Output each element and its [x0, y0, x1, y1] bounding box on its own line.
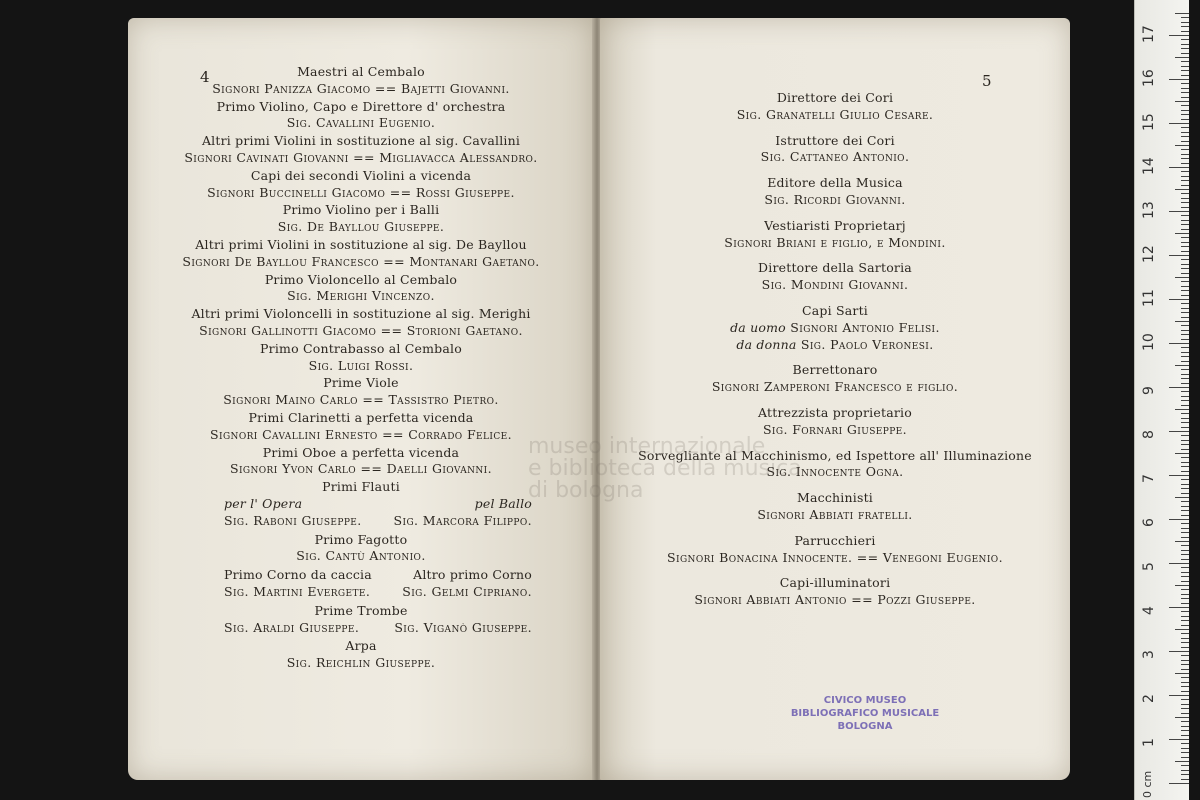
personnel-name: Sig. Cavallini Eugenio.	[286, 115, 436, 131]
ruler-tick	[1181, 53, 1189, 54]
ruler-tick	[1175, 13, 1189, 14]
ruler-tick	[1181, 440, 1189, 441]
ruler-tick	[1169, 563, 1189, 564]
ruler-tick	[1175, 233, 1189, 234]
ruler-tick	[1175, 321, 1189, 322]
page-number-left: 4	[200, 68, 210, 86]
flauti-names-cell: Sig. Raboni Giuseppe.	[224, 512, 362, 528]
ruler-tick	[1181, 141, 1189, 142]
role-heading: Primi Clarinetti a perfetta vicenda	[248, 409, 474, 425]
flauti-names	[128, 513, 594, 530]
ruler-tick	[1181, 308, 1189, 309]
personnel-name: Signori Abbiati Antonio == Pozzi Giuseppe.	[694, 592, 976, 608]
role-heading: Altri primi Violini in sostituzione al sig. De Bayllou	[195, 236, 527, 252]
stamp-line: CIVICO MUSEO	[823, 695, 907, 706]
ruler-tick	[1181, 193, 1189, 194]
spacer	[600, 566, 1070, 575]
corno-titles-cell: Altro primo Corno	[413, 567, 532, 583]
ruler-tick	[1181, 110, 1189, 111]
ruler-tick	[1181, 295, 1189, 296]
ruler-tick	[1169, 167, 1189, 168]
ruler-label: 17	[1141, 25, 1157, 43]
role-heading: Maestri al Cembalo	[297, 64, 425, 79]
trombe-names	[128, 620, 594, 637]
watermark-line: di bologna	[528, 478, 644, 503]
ruler-tick	[1181, 347, 1189, 348]
ruler-tick	[1181, 594, 1189, 595]
ruler-tick	[1181, 290, 1189, 291]
ruler-tick	[1181, 647, 1189, 648]
ruler-tick	[1181, 559, 1189, 560]
ruler-tick	[1175, 145, 1189, 146]
personnel-name: Signori Zamperoni Francesco e figlio.	[711, 379, 959, 395]
ruler-tick	[1181, 303, 1189, 304]
ruler-tick	[1181, 620, 1189, 621]
ruler-tick	[1181, 598, 1189, 599]
role-heading: Capi-illuminatori	[779, 575, 891, 591]
personnel-name: Sig. Luigi Rossi.	[308, 357, 414, 373]
ruler-tick	[1181, 70, 1189, 71]
ruler-tick	[1181, 180, 1189, 181]
role-heading: Macchinisti	[797, 490, 873, 506]
ruler-tick	[1181, 510, 1189, 511]
ruler-tick	[1181, 664, 1189, 665]
role-heading: Primo Violino per i Balli	[282, 202, 440, 218]
ruler-tick	[1181, 427, 1189, 428]
ruler-tick	[1181, 581, 1189, 582]
ruler-tick	[1181, 523, 1189, 524]
flauti-labels-cell: pel Ballo	[474, 495, 532, 511]
spacer	[600, 166, 1070, 175]
ruler-tick	[1175, 497, 1189, 498]
ruler-label: 11	[1141, 289, 1157, 307]
ruler-tick	[1181, 603, 1189, 604]
ruler-tick	[1181, 171, 1189, 172]
ruler-tick	[1169, 783, 1189, 784]
personnel-name: Signori Bonacina Innocente. == Venegoni Eugenio.	[667, 549, 1003, 565]
role-heading: Attrezzista proprietario	[758, 404, 912, 420]
ruler-tick	[1181, 119, 1189, 120]
ruler-tick	[1181, 22, 1189, 23]
ruler-tick	[1181, 317, 1189, 318]
ruler-label: 14	[1141, 157, 1157, 175]
ruler-tick	[1175, 541, 1189, 542]
ruler-tick	[1169, 79, 1189, 80]
ruler-tick	[1181, 660, 1189, 661]
ruler-tick	[1181, 506, 1189, 507]
ruler-tick	[1181, 132, 1189, 133]
ruler-tick	[1169, 651, 1189, 652]
personnel-name: Signori Cavinati Giovanni == Migliavacca Alessandro.	[184, 149, 538, 165]
ruler-tick	[1181, 127, 1189, 128]
ruler-tick	[1181, 259, 1189, 260]
ruler-tick	[1181, 136, 1189, 137]
personnel-name: Sig. Merighi Vincenzo.	[287, 288, 435, 304]
ruler-tick	[1181, 149, 1189, 150]
corno-names	[128, 584, 594, 601]
role-heading: Prime Trombe	[314, 602, 408, 618]
spacer	[600, 124, 1070, 133]
ruler-tick	[1181, 625, 1189, 626]
personnel-name: Sig. Cattaneo Antonio.	[760, 149, 910, 165]
ruler-tick	[1181, 457, 1189, 458]
ruler-tick	[1169, 35, 1189, 36]
ruler-tick	[1181, 207, 1189, 208]
spacer	[600, 209, 1070, 218]
ruler-tick	[1181, 325, 1189, 326]
ruler-tick	[1181, 779, 1189, 780]
ruler-tick	[1181, 114, 1189, 115]
ruler-tick	[1181, 242, 1189, 243]
ruler-tick	[1181, 770, 1189, 771]
personnel-name: Sig. De Bayllou Giuseppe.	[277, 219, 445, 235]
ruler-tick	[1181, 374, 1189, 375]
ruler-tick	[1181, 48, 1189, 49]
ruler-tick	[1169, 519, 1189, 520]
ruler-tick	[1181, 224, 1189, 225]
ruler-tick	[1181, 567, 1189, 568]
ruler-tick	[1181, 444, 1189, 445]
ruler-tick	[1181, 655, 1189, 656]
ruler-tick	[1181, 158, 1189, 159]
ruler-tick	[1181, 405, 1189, 406]
stamp-line: BOLOGNA	[837, 721, 893, 732]
ruler-tick	[1181, 611, 1189, 612]
right-page	[600, 18, 1070, 780]
ruler-tick	[1181, 220, 1189, 221]
role-heading: Primi Oboe a perfetta vicenda	[262, 444, 460, 460]
spacer	[600, 609, 1070, 618]
sarti-name: Signori Antonio Felisi.	[785, 319, 940, 335]
stamp-line: BIBLIOGRAFICO MUSICALE	[790, 708, 940, 719]
personnel-name: Signori De Bayllou Francesco == Montanari Gaetano.	[182, 253, 540, 269]
ruler-tick	[1181, 435, 1189, 436]
ruler-tick	[1181, 418, 1189, 419]
ruler-tick	[1181, 774, 1189, 775]
ruler-tick	[1181, 229, 1189, 230]
ruler-tick	[1181, 589, 1189, 590]
ruler-tick	[1181, 554, 1189, 555]
ruler-tick	[1181, 765, 1189, 766]
spacer	[600, 353, 1070, 362]
ruler-tick	[1181, 75, 1189, 76]
personnel-name: Signori Abbiati fratelli.	[757, 506, 913, 522]
ruler-tick	[1181, 466, 1189, 467]
left-page	[128, 18, 594, 780]
ruler-tick	[1175, 673, 1189, 674]
role-heading: Direttore della Sartoria	[758, 260, 912, 276]
ruler-tick	[1181, 616, 1189, 617]
corno-titles-cell: Primo Corno da caccia	[224, 567, 372, 583]
role-heading: Primo Fagotto	[314, 531, 408, 547]
ruler-tick	[1181, 237, 1189, 238]
ruler-tick	[1181, 422, 1189, 423]
ruler-tick	[1181, 369, 1189, 370]
sarti-label: da donna	[736, 336, 797, 352]
ruler-tick	[1181, 88, 1189, 89]
ruler-tick	[1181, 537, 1189, 538]
personnel-name: Signori Maino Carlo == Tassistro Pietro.	[223, 392, 499, 408]
ruler-tick	[1181, 550, 1189, 551]
ruler-tick	[1181, 198, 1189, 199]
ruler-tick	[1169, 607, 1189, 608]
ruler-tick	[1181, 334, 1189, 335]
ruler-tick	[1181, 281, 1189, 282]
ruler-tick	[1169, 431, 1189, 432]
ruler-tick	[1175, 585, 1189, 586]
ruler-tick	[1175, 761, 1189, 762]
ruler-tick	[1181, 383, 1189, 384]
ruler-tick	[1181, 61, 1189, 62]
role-heading: Sorvegliante al Macchinismo, ed Ispettore all' Illuminazione	[638, 447, 1032, 463]
ruler-unit: 0 cm	[1141, 770, 1154, 798]
role-heading: Editore della Musica	[767, 175, 903, 191]
ruler-tick	[1181, 449, 1189, 450]
sarti-line	[600, 337, 1070, 354]
ruler-tick	[1169, 123, 1189, 124]
personnel-name: Sig. Reichlin Giuseppe.	[286, 655, 436, 671]
ruler-tick	[1181, 638, 1189, 639]
ruler-label: 3	[1141, 650, 1157, 659]
ruler-label: 7	[1141, 474, 1157, 483]
ruler-tick	[1181, 163, 1189, 164]
role-heading: Altri primi Violoncelli in sostituzione al sig. Merighi	[191, 306, 531, 322]
spacer	[600, 396, 1070, 405]
ruler-label: 5	[1141, 562, 1157, 571]
ruler-tick	[1181, 682, 1189, 683]
ruler-tick	[1181, 83, 1189, 84]
ruler-label: 16	[1141, 69, 1157, 87]
flauti-labels-cell: per l' Opera	[224, 495, 303, 511]
measurement-ruler	[1134, 0, 1189, 800]
corno-names-cell: Sig. Gelmi Cipriano.	[402, 583, 532, 599]
role-heading: Berrettonaro	[792, 362, 878, 378]
ruler-tick	[1181, 484, 1189, 485]
ruler-tick	[1181, 726, 1189, 727]
personnel-name: Sig. Innocente Ogna.	[766, 464, 904, 480]
ruler-tick	[1181, 44, 1189, 45]
personnel-name: Sig. Fornari Giuseppe.	[762, 421, 908, 437]
ruler-tick	[1181, 730, 1189, 731]
ruler-tick	[1181, 31, 1189, 32]
ruler-tick	[1181, 757, 1189, 758]
ruler-tick	[1175, 629, 1189, 630]
ruler-label: 4	[1141, 606, 1157, 615]
role-heading: Arpa	[345, 638, 377, 654]
ruler-tick	[1181, 708, 1189, 709]
ruler-tick	[1181, 66, 1189, 67]
right-page-text	[600, 90, 1070, 618]
ruler-tick	[1181, 545, 1189, 546]
ruler-tick	[1181, 154, 1189, 155]
ruler-tick	[1181, 515, 1189, 516]
ruler-tick	[1181, 528, 1189, 529]
spacer	[600, 294, 1070, 303]
personnel-name: Sig. Ricordi Giovanni.	[764, 191, 906, 207]
ruler-tick	[1181, 748, 1189, 749]
ruler-label: 6	[1141, 518, 1157, 527]
watermark-line: e biblioteca della musica	[528, 456, 802, 481]
ruler-tick	[1181, 264, 1189, 265]
personnel-name: Signori Panizza Giacomo == Bajetti Giovanni.	[212, 80, 510, 96]
ruler-tick	[1181, 378, 1189, 379]
ruler-tick	[1181, 501, 1189, 502]
sarti-line	[600, 320, 1070, 337]
personnel-name: Sig. Granatelli Giulio Cesare.	[736, 106, 934, 122]
spacer	[600, 251, 1070, 260]
role-heading: Capi dei secondi Violini a vicenda	[250, 167, 472, 183]
sarti-name: Sig. Paolo Veronesi.	[796, 336, 934, 352]
ruler-tick	[1181, 396, 1189, 397]
ruler-label: 13	[1141, 201, 1157, 219]
ruler-tick	[1175, 57, 1189, 58]
ruler-tick	[1181, 391, 1189, 392]
ruler-tick	[1181, 400, 1189, 401]
ruler-tick	[1181, 479, 1189, 480]
ruler-tick	[1181, 215, 1189, 216]
ruler-tick	[1181, 339, 1189, 340]
ruler-tick	[1181, 273, 1189, 274]
ruler-tick	[1181, 572, 1189, 573]
role-heading: Istruttore dei Cori	[775, 132, 895, 148]
ruler-tick	[1181, 752, 1189, 753]
role-heading: Direttore dei Cori	[776, 90, 894, 105]
ruler-tick	[1169, 387, 1189, 388]
watermark-line: museo internazionale	[528, 434, 766, 459]
ruler-tick	[1181, 26, 1189, 27]
role-heading: Capi Sarti	[801, 302, 868, 318]
ruler-tick	[1175, 717, 1189, 718]
ruler-tick	[1175, 453, 1189, 454]
personnel-name: Sig. Cantù Antonio.	[296, 548, 426, 564]
ruler-tick	[1181, 413, 1189, 414]
ruler-tick	[1175, 101, 1189, 102]
ruler-tick	[1181, 735, 1189, 736]
ruler-tick	[1181, 691, 1189, 692]
ruler-tick	[1181, 361, 1189, 362]
personnel-name: Signori Gallinotti Giacomo == Storioni Gaetano.	[199, 322, 523, 338]
role-heading: Primo Contrabasso al Cembalo	[260, 340, 462, 356]
ruler-tick	[1181, 576, 1189, 577]
ruler-tick	[1169, 211, 1189, 212]
flauti-names-cell: Sig. Marcora Filippo.	[393, 512, 532, 528]
personnel-name: Sig. Mondini Giovanni.	[761, 277, 909, 293]
ruler-tick	[1175, 277, 1189, 278]
ruler-tick	[1181, 633, 1189, 634]
ruler-label: 1	[1141, 738, 1157, 747]
corno-names-cell: Sig. Martini Evergete.	[224, 583, 371, 599]
personnel-name: Signori Buccinelli Giacomo == Rossi Giuseppe.	[207, 184, 515, 200]
ruler-tick	[1181, 352, 1189, 353]
ruler-tick	[1181, 312, 1189, 313]
ruler-tick	[1181, 105, 1189, 106]
museum-watermark	[528, 436, 802, 502]
ruler-tick	[1181, 669, 1189, 670]
ruler-tick	[1181, 471, 1189, 472]
ruler-tick	[1181, 39, 1189, 40]
sarti-label: da uomo	[730, 319, 786, 335]
spacer	[600, 524, 1070, 533]
role-heading: Primi Flauti	[322, 479, 400, 495]
corno-titles	[128, 567, 594, 584]
ruler-tick	[1181, 532, 1189, 533]
ruler-tick	[1181, 721, 1189, 722]
role-heading: Primo Violoncello al Cembalo	[264, 271, 458, 287]
ruler-label: 2	[1141, 694, 1157, 703]
ruler-tick	[1181, 493, 1189, 494]
ruler-tick	[1175, 365, 1189, 366]
ruler-tick	[1181, 97, 1189, 98]
ruler-tick	[1169, 475, 1189, 476]
role-heading: Altri primi Violini in sostituzione al sig. Cavallini	[201, 133, 521, 149]
ruler-tick	[1181, 713, 1189, 714]
role-heading: Prime Viole	[323, 375, 399, 391]
personnel-name: Signori Yvon Carlo == Daelli Giovanni.	[230, 461, 492, 477]
ruler-label: 9	[1141, 386, 1157, 395]
ruler-tick	[1181, 251, 1189, 252]
role-heading: Primo Violino, Capo e Direttore d' orchestra	[216, 98, 506, 114]
role-heading: Vestiaristi Proprietarj	[764, 217, 906, 233]
trombe-names-cell: Sig. Viganò Giuseppe.	[394, 619, 532, 635]
ruler-tick	[1169, 255, 1189, 256]
trombe-names-cell: Sig. Araldi Giuseppe.	[224, 619, 360, 635]
left-page-text	[128, 64, 594, 672]
ruler-tick	[1181, 642, 1189, 643]
ruler-tick	[1181, 488, 1189, 489]
ruler-tick	[1169, 739, 1189, 740]
personnel-name: Signori Cavallini Ernesto == Corrado Felice.	[210, 426, 512, 442]
ruler-tick	[1181, 17, 1189, 18]
ruler-tick	[1181, 246, 1189, 247]
ruler-tick	[1181, 185, 1189, 186]
ruler-tick	[1181, 356, 1189, 357]
ruler-tick	[1181, 686, 1189, 687]
role-heading: Parrucchieri	[794, 532, 876, 548]
ruler-tick	[1169, 695, 1189, 696]
ruler-tick	[1181, 743, 1189, 744]
ruler-label: 12	[1141, 245, 1157, 263]
ruler-label: 8	[1141, 430, 1157, 439]
ruler-tick	[1169, 299, 1189, 300]
library-stamp	[790, 694, 940, 733]
personnel-name: Signori Briani e figlio, e Mondini.	[724, 234, 946, 250]
ruler-tick	[1181, 286, 1189, 287]
ruler-tick	[1175, 189, 1189, 190]
ruler-label: 15	[1141, 113, 1157, 131]
ruler-tick	[1181, 268, 1189, 269]
ruler-label: 10	[1141, 333, 1157, 351]
ruler-tick	[1181, 92, 1189, 93]
ruler-tick	[1181, 677, 1189, 678]
ruler-tick	[1175, 409, 1189, 410]
ruler-tick	[1181, 330, 1189, 331]
ruler-tick	[1181, 202, 1189, 203]
ruler-tick	[1181, 462, 1189, 463]
ruler-tick	[1181, 176, 1189, 177]
ruler-tick	[1181, 704, 1189, 705]
flauti-labels	[128, 496, 594, 513]
page-number-right: 5	[982, 72, 992, 90]
ruler-tick	[1181, 699, 1189, 700]
ruler-tick	[1169, 343, 1189, 344]
